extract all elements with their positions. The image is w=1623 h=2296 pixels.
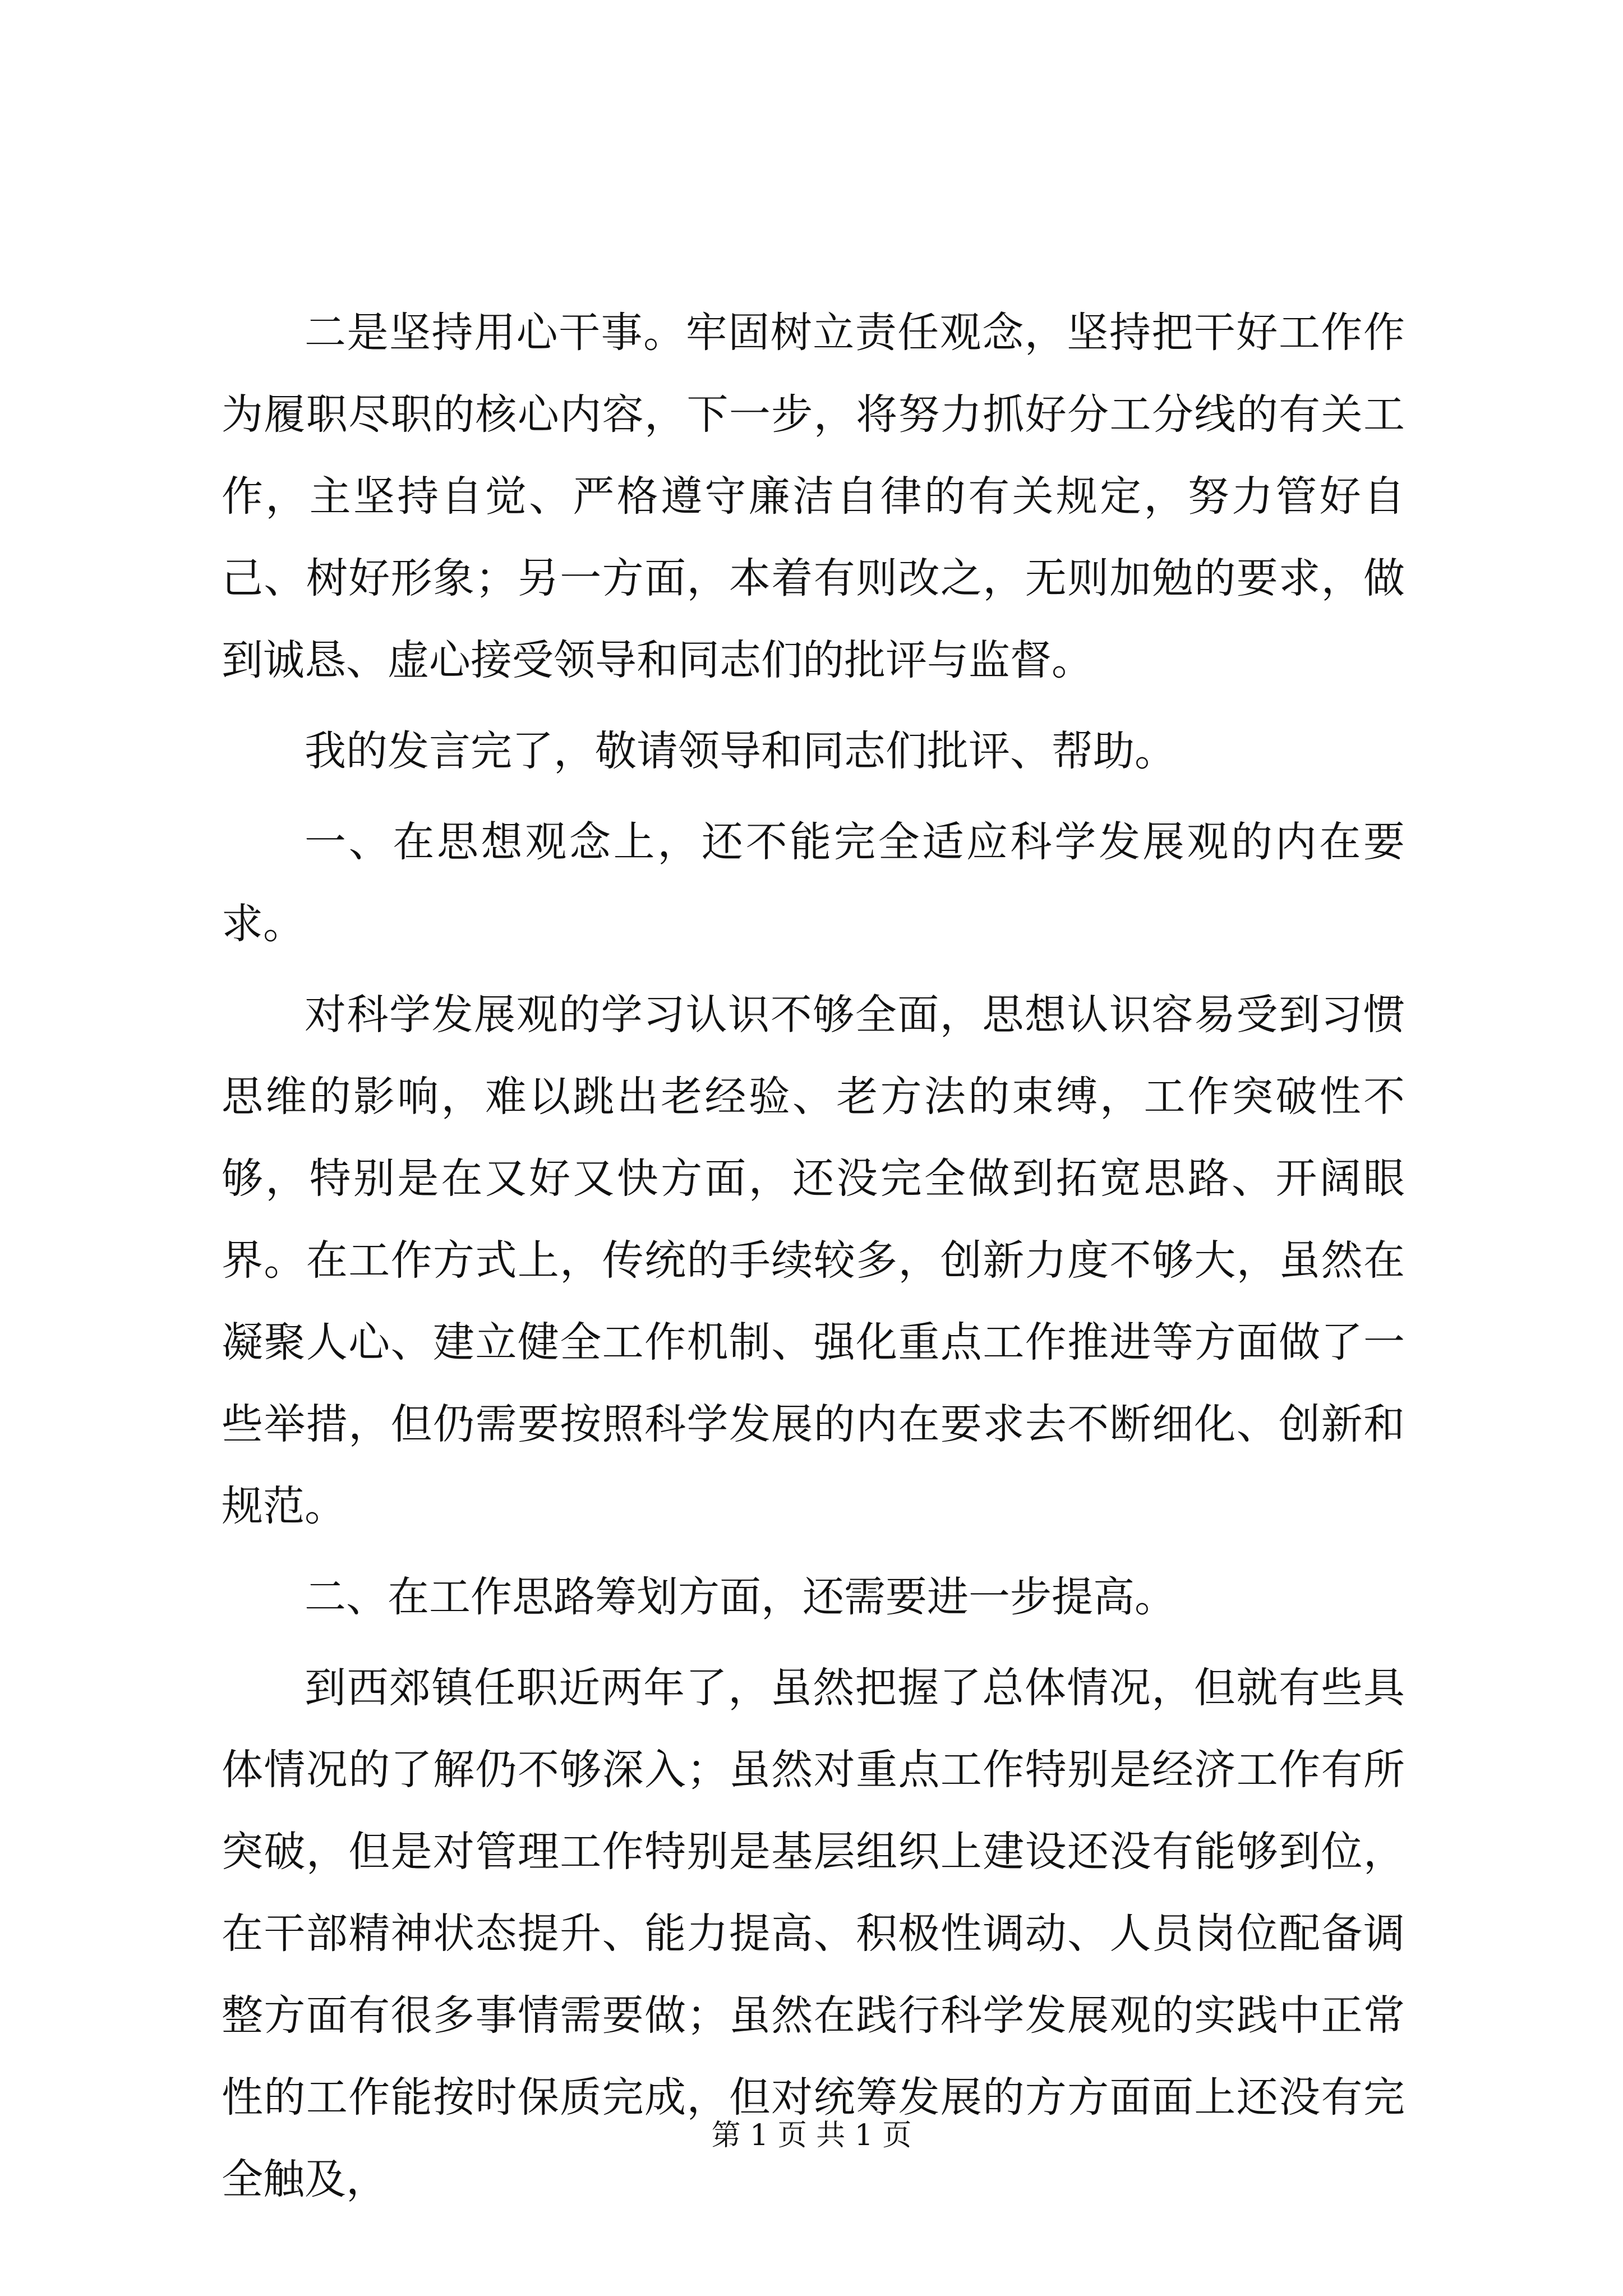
paragraph-2: 我的发言完了，敬请领导和同志们批评、帮助。 [305,727,1176,775]
page-footer: 第 1 页 共 1 页 [711,2119,912,2152]
paragraph-1: 二是坚持用心干事。牢固树立责任观念，坚持把干好工作作为履职尽职的核心内容，下一步，将努力抓好分工分线的有关工作，主坚持自觉、严格遵守廉洁自律的有关规定，努力管好自己、树好形象；另一方面，本着有则改之，无则加勉的要求，做到诚恳、虚心接受领导和同志们的批评与监督。 [222,309,1405,684]
paragraph-5: 二、在工作思路筹划方面，还需要进一步提高。 [305,1573,1176,1621]
paragraph-4: 对科学发展观的学习认识不够全面，思想认识容易受到习惯思维的影响，难以跳出老经验、老方法的束缚，工作突破性不够，特别是在又好又快方面，还没完全做到拓宽思路、开阔眼界。在工作方式上，传统的手续较多，创新力度不够大，虽然在凝聚人心、建立健全工作机制、强化重点工作推进等方面做了一些举措，但仍需要按照科学发展的内在要求去不断细化、创新和规范。 [222,991,1405,1530]
paragraph-3: 一、在思想观念上，还不能完全适应科学发展观的内在要求。 [222,818,1405,948]
document-body [222,292,1405,2229]
paragraph-6: 到西郊镇任职近两年了，虽然把握了总体情况，但就有些具体情况的了解仍不够深入；虽然对重点工作特别是经济工作有所突破，但是对管理工作特别是基层组织上建设还没有能够到位，在干部精神状态提升、能力提高、积极性调动、人员岗位配备调整方面有很多事情需要做；虽然在践行科学发展观的实践中正常性的工作能按时保质完成，但对统筹发展的方方面面上还没有完全触及， [222,1664,1405,2203]
